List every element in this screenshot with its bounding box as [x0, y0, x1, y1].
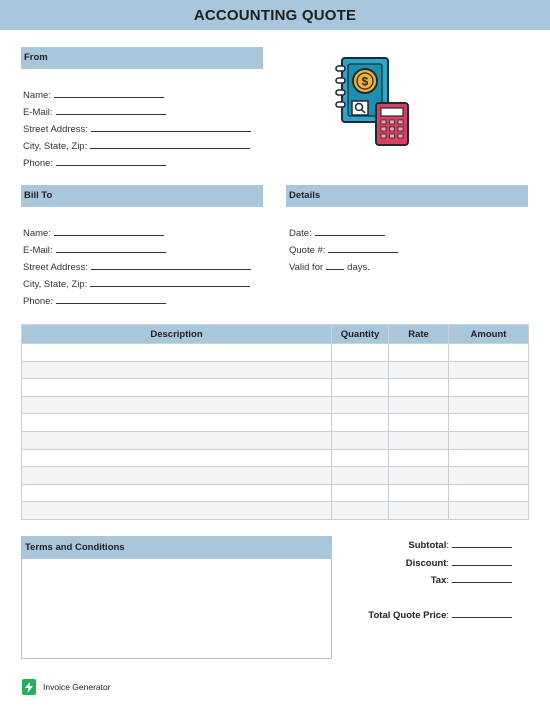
ledger-calculator-icon [334, 56, 412, 148]
brand-name: Invoice Generator [43, 682, 111, 692]
table-cell[interactable] [22, 502, 332, 520]
bill_to-field-label: Street Address: [23, 262, 88, 273]
from-field-label: E-Mail: [23, 107, 53, 118]
table-row [22, 467, 529, 485]
table-cell[interactable] [22, 361, 332, 379]
title-bar [0, 0, 550, 30]
bill_to-field-line[interactable] [56, 294, 166, 304]
table-cell[interactable] [449, 449, 529, 467]
table-cell[interactable] [449, 344, 529, 362]
from-field-0[interactable] [23, 88, 164, 101]
table-cell[interactable] [22, 431, 332, 449]
bill-to-heading: Bill To [21, 185, 263, 207]
from-field-1[interactable] [23, 105, 166, 118]
terms-heading: Terms and Conditions [22, 537, 331, 559]
bill_to-field-3[interactable] [23, 277, 250, 290]
table-cell[interactable] [389, 414, 449, 432]
table-cell[interactable] [449, 414, 529, 432]
tax-line[interactable] [452, 573, 512, 583]
valid-for-suffix: days. [347, 262, 370, 273]
bill_to-field-0[interactable] [23, 226, 164, 239]
from-field-label: Street Address: [23, 124, 88, 135]
date-field[interactable] [289, 226, 385, 239]
from-heading: From [21, 47, 263, 69]
table-cell[interactable] [332, 502, 389, 520]
table-cell[interactable] [449, 379, 529, 397]
table-row [22, 379, 529, 397]
table-header-row [22, 325, 529, 344]
table-cell[interactable] [389, 467, 449, 485]
column-header-quantity: Quantity [332, 325, 389, 344]
from-field-line[interactable] [54, 88, 164, 98]
lightning-bolt-icon [22, 679, 36, 695]
table-cell[interactable] [332, 379, 389, 397]
terms-box[interactable] [21, 536, 332, 659]
document-title: ACCOUNTING QUOTE [193, 6, 357, 24]
subtotal-field[interactable]: Subtotal: [408, 538, 512, 551]
date-label: Date: [289, 228, 312, 239]
table-cell[interactable] [332, 396, 389, 414]
table-cell[interactable] [332, 414, 389, 432]
table-cell[interactable] [389, 449, 449, 467]
bill_to-field-line[interactable] [54, 226, 164, 236]
subtotal-label: Subtotal [408, 540, 447, 551]
details-heading: Details [286, 185, 528, 207]
from-field-4[interactable] [23, 156, 166, 169]
table-cell[interactable] [389, 396, 449, 414]
table-cell[interactable] [449, 502, 529, 520]
bill_to-field-line[interactable] [56, 243, 166, 253]
from-field-line[interactable] [56, 105, 166, 115]
bill_to-field-line[interactable] [91, 260, 251, 270]
table-cell[interactable] [22, 449, 332, 467]
table-cell[interactable] [22, 484, 332, 502]
total-quote-price-field[interactable]: Total Quote Price: [368, 608, 512, 621]
table-cell[interactable] [389, 502, 449, 520]
column-header-amount: Amount [449, 325, 529, 344]
table-cell[interactable] [22, 379, 332, 397]
table-cell[interactable] [22, 414, 332, 432]
from-field-line[interactable] [56, 156, 166, 166]
tax-field[interactable]: Tax: [431, 573, 512, 586]
table-cell[interactable] [389, 344, 449, 362]
from-field-3[interactable] [23, 139, 250, 152]
table-cell[interactable] [332, 484, 389, 502]
table-row [22, 502, 529, 520]
table-cell[interactable] [332, 467, 389, 485]
table-row [22, 396, 529, 414]
bill_to-field-label: Name: [23, 228, 51, 239]
bill_to-field-label: Phone: [23, 296, 54, 307]
valid-for-prefix: Valid for [289, 262, 324, 273]
table-row [22, 361, 529, 379]
table-cell[interactable] [449, 484, 529, 502]
footer-brand [22, 679, 111, 695]
quote-number-line[interactable] [328, 243, 398, 253]
table-cell[interactable] [389, 484, 449, 502]
table-cell[interactable] [22, 344, 332, 362]
table-cell[interactable] [332, 361, 389, 379]
date-line[interactable] [315, 226, 385, 236]
discount-field[interactable]: Discount: [406, 556, 512, 569]
table-cell[interactable] [22, 467, 332, 485]
tax-label: Tax [430, 575, 447, 586]
column-header-description: Description [22, 325, 332, 344]
from-field-line[interactable] [90, 139, 250, 149]
table-cell[interactable] [389, 379, 449, 397]
valid-days-line[interactable] [326, 260, 344, 270]
table-cell[interactable] [449, 431, 529, 449]
line-items-table [21, 324, 529, 520]
table-cell[interactable] [332, 431, 389, 449]
discount-label: Discount [405, 558, 447, 569]
table-cell[interactable] [22, 396, 332, 414]
bill_to-field-label: E-Mail: [23, 245, 53, 256]
table-cell[interactable] [389, 361, 449, 379]
svg-text:$: $ [361, 74, 369, 89]
table-row [22, 484, 529, 502]
table-row [22, 414, 529, 432]
bill_to-field-1[interactable] [23, 243, 166, 256]
discount-line[interactable] [452, 556, 512, 566]
table-row [22, 431, 529, 449]
bill_to-field-4[interactable] [23, 294, 166, 307]
total-quote-price-label: Total Quote Price [368, 610, 447, 621]
from-field-2[interactable] [23, 122, 251, 135]
bill_to-field-label: City, State, Zip: [23, 279, 88, 290]
quote-number-field[interactable] [289, 243, 398, 256]
table-cell[interactable] [449, 467, 529, 485]
subtotal-line[interactable] [452, 538, 512, 548]
quote-number-label: Quote #: [289, 245, 326, 256]
from-field-label: City, State, Zip: [23, 141, 88, 152]
total-quote-price-line[interactable] [452, 608, 512, 618]
table-cell[interactable] [332, 449, 389, 467]
table-cell[interactable] [389, 431, 449, 449]
bill_to-field-2[interactable] [23, 260, 251, 273]
table-cell[interactable] [332, 344, 389, 362]
from-field-label: Phone: [23, 158, 54, 169]
table-cell[interactable] [449, 396, 529, 414]
from-field-label: Name: [23, 90, 51, 101]
valid-for-field[interactable] [289, 260, 370, 273]
column-header-rate: Rate [389, 325, 449, 344]
from-field-line[interactable] [91, 122, 251, 132]
table-row [22, 449, 529, 467]
bill_to-field-line[interactable] [90, 277, 250, 287]
table-cell[interactable] [449, 361, 529, 379]
table-row [22, 344, 529, 362]
